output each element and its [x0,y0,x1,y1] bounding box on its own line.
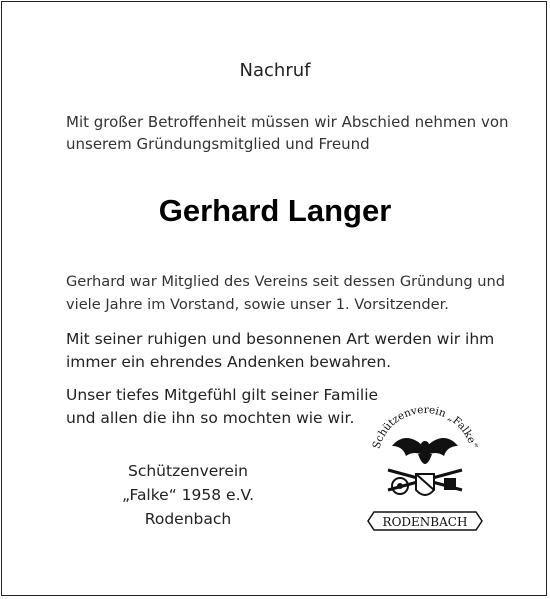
sympathy-text [66,384,379,430]
memory-text [66,328,506,374]
logo-arc-text: Schützenverein „Falke“ [370,403,480,451]
bio-line: Gerhard war Mitglied des Vereins seit dessen Gründung und [66,273,506,290]
notice-title: Nachruf [239,60,311,81]
memory-line: Mit seiner ruhigen und besonnenen Art werden wir ihm [66,330,495,348]
club-logo [366,390,484,538]
sympathy-line: Unser tiefes Mitgefühl gilt seiner Familie [66,386,379,404]
intro-text [66,111,509,155]
memory-line: immer ein ehrendes Andenken bewahren. [66,353,392,371]
intro-line: unserem Gründungsmitglied und Freund [66,135,370,153]
eagle-crest-icon [388,438,462,495]
logo-banner-text: RODENBACH [382,515,468,529]
bio-text [66,270,506,316]
signature-line: Schützenverein [128,462,248,480]
club-signature [88,459,288,531]
deceased-name: Gerhard Langer [158,193,392,228]
signature-line: „Falke“ 1958 e.V. [121,486,255,504]
intro-line: Mit großer Betroffenheit müssen wir Abschied nehmen von [66,113,509,131]
sympathy-line: und allen die ihn so mochten wie wir. [66,409,355,427]
bio-line: viele Jahre im Vorstand, sowie unser 1. Vorsitzender. [66,296,449,313]
signature-line: Rodenbach [144,510,232,528]
